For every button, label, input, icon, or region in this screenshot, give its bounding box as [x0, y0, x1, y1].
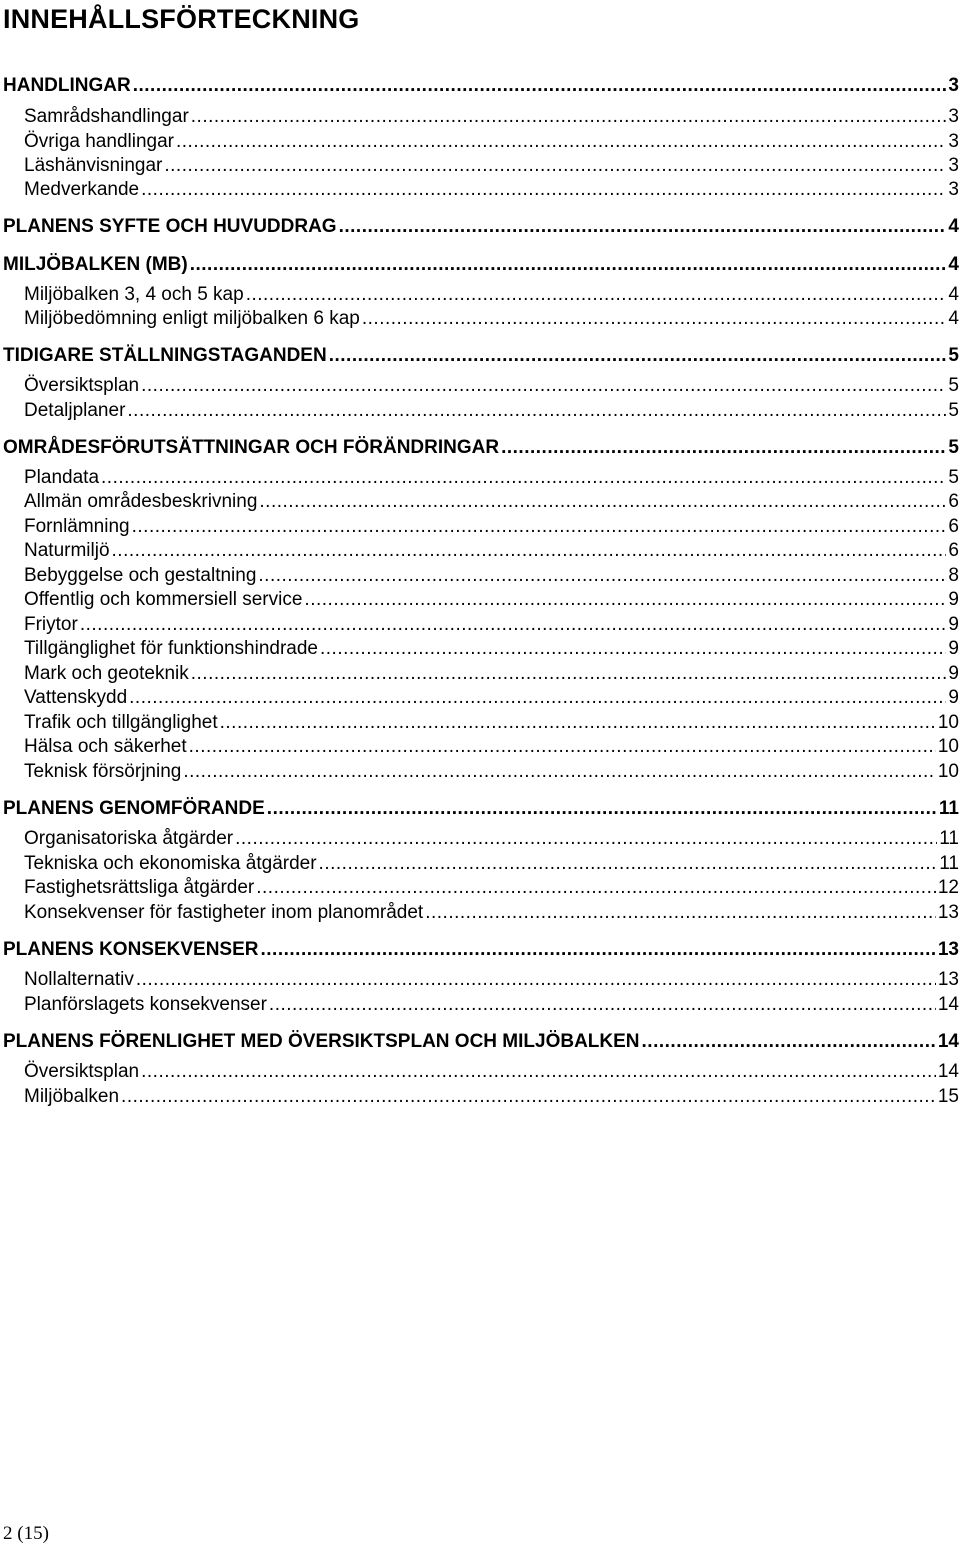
toc-entry-page-number: 3 — [948, 75, 959, 96]
toc-subsection-entry[interactable] — [24, 307, 959, 331]
toc-entry-page-number: 15 — [937, 1086, 959, 1107]
toc-entry-page-number: 9 — [948, 663, 959, 684]
toc-entry-page-number: 6 — [948, 516, 959, 537]
toc-dot-leader — [320, 637, 946, 661]
toc-dot-leader — [141, 1060, 936, 1084]
toc-entry-page-number: 13 — [937, 939, 959, 960]
toc-dot-leader — [362, 307, 947, 331]
toc-entry-label: Fornlämning — [24, 516, 130, 537]
toc-dot-leader — [259, 490, 946, 514]
toc-subsection-entry[interactable] — [24, 711, 959, 735]
toc-dot-leader — [501, 436, 946, 460]
toc-entry-label: MILJÖBALKEN (MB) — [3, 254, 188, 275]
toc-entry-label: Miljöbalken 3, 4 och 5 kap — [24, 284, 244, 305]
toc-entry-label: Miljöbedömning enligt miljöbalken 6 kap — [24, 308, 360, 329]
toc-dot-leader — [319, 852, 938, 876]
toc-entry-label: Övriga handlingar — [24, 131, 174, 152]
toc-entry-page-number: 9 — [948, 638, 959, 659]
toc-entry-page-number: 6 — [948, 491, 959, 512]
toc-subsection-entry[interactable] — [24, 827, 959, 851]
toc-entry-label: Miljöbalken — [24, 1086, 120, 1107]
toc-dot-leader — [190, 253, 947, 277]
toc-dot-leader — [261, 938, 936, 962]
toc-dot-leader — [220, 711, 936, 735]
toc-dot-leader — [267, 797, 937, 821]
toc-subsection-entry[interactable] — [24, 154, 959, 178]
toc-entry-page-number: 14 — [937, 1061, 959, 1082]
toc-entry-page-number: 3 — [948, 155, 959, 176]
toc-entry-label: Detaljplaner — [24, 400, 126, 421]
toc-section-entry[interactable] — [3, 1030, 959, 1054]
toc-subsection-entry[interactable] — [24, 1085, 959, 1109]
toc-subsection-entry[interactable] — [24, 876, 959, 900]
toc-entry-label: Friytor — [24, 614, 78, 635]
toc-entry-label: Samrådshandlingar — [24, 106, 189, 127]
toc-entry-label: Plandata — [24, 467, 100, 488]
toc-entry-label: Medverkande — [24, 179, 140, 200]
toc-entry-page-number: 11 — [939, 828, 959, 849]
toc-subsection-entry[interactable] — [24, 130, 959, 154]
toc-dot-leader — [136, 968, 936, 992]
toc-dot-leader — [425, 901, 936, 925]
toc-entry-label: Fastighetsrättsliga åtgärder — [24, 877, 255, 898]
toc-subsection-entry[interactable] — [24, 760, 959, 784]
toc-section-entry[interactable] — [3, 938, 959, 962]
toc-entry-page-number: 5 — [948, 375, 959, 396]
toc-entry-label: Hälsa och säkerhet — [24, 736, 187, 757]
toc-dot-leader — [80, 613, 947, 637]
toc-entry-label: Trafik och tillgänglighet — [24, 712, 218, 733]
toc-subsection-entry[interactable] — [24, 490, 959, 514]
toc-subsection-entry[interactable] — [24, 399, 959, 423]
toc-dot-leader — [191, 662, 947, 686]
toc-entry-page-number: 9 — [948, 589, 959, 610]
toc-dot-leader — [129, 686, 946, 710]
toc-entry-page-number: 4 — [948, 216, 959, 237]
toc-subsection-entry[interactable] — [24, 539, 959, 563]
toc-dot-leader — [121, 1085, 936, 1109]
toc-subsection-entry[interactable] — [24, 1060, 959, 1084]
toc-dot-leader — [141, 178, 946, 202]
toc-entry-page-number: 12 — [937, 877, 959, 898]
toc-subsection-entry[interactable] — [24, 901, 959, 925]
toc-dot-leader — [141, 374, 946, 398]
toc-entry-page-number: 13 — [937, 902, 959, 923]
toc-subsection-entry[interactable] — [24, 283, 959, 307]
toc-subsection-entry[interactable] — [24, 662, 959, 686]
toc-entry-label: Läshänvisningar — [24, 155, 163, 176]
toc-entry-page-number: 4 — [948, 254, 959, 275]
toc-entry-page-number: 10 — [937, 761, 959, 782]
toc-entry-label: Naturmiljö — [24, 540, 110, 561]
toc-dot-leader — [176, 130, 946, 154]
toc-entry-page-number: 13 — [937, 969, 959, 990]
toc-entry-label: OMRÅDESFÖRUTSÄTTNINGAR OCH FÖRÄNDRINGAR — [3, 437, 500, 458]
toc-entry-page-number: 11 — [938, 798, 959, 819]
toc-dot-leader — [339, 215, 947, 239]
toc-entry-label: Organisatoriska åtgärder — [24, 828, 234, 849]
toc-entry-label: Översiktsplan — [24, 375, 140, 396]
toc-entry-page-number: 5 — [948, 437, 959, 458]
toc-dot-leader — [256, 876, 936, 900]
page-number: 2 (15) — [3, 1523, 49, 1544]
toc-dot-leader — [189, 735, 936, 759]
toc-dot-leader — [269, 993, 936, 1017]
toc-dot-leader — [101, 466, 946, 490]
toc-entry-label: Konsekvenser för fastigheter inom planområdet — [24, 902, 424, 923]
toc-subsection-entry[interactable] — [24, 515, 959, 539]
toc-entry-page-number: 3 — [948, 131, 959, 152]
toc-entry-page-number: 9 — [948, 614, 959, 635]
toc-entry-page-number: 3 — [948, 106, 959, 127]
page-title: INNEHÅLLSFÖRTECKNING — [3, 4, 360, 34]
toc-dot-leader — [329, 344, 947, 368]
toc-subsection-entry[interactable] — [24, 686, 959, 710]
toc-entry-page-number: 5 — [948, 467, 959, 488]
toc-dot-leader — [235, 827, 937, 851]
toc-entry-label: Mark och geoteknik — [24, 663, 189, 684]
toc-entry-label: Allmän områdesbeskrivning — [24, 491, 258, 512]
toc-dot-leader — [246, 283, 947, 307]
toc-dot-leader — [642, 1030, 936, 1054]
toc-entry-page-number: 14 — [937, 994, 959, 1015]
toc-dot-leader — [132, 515, 947, 539]
toc-entry-label: Bebyggelse och gestaltning — [24, 565, 257, 586]
toc-section-entry[interactable] — [3, 344, 959, 368]
toc-subsection-entry[interactable] — [24, 564, 959, 588]
toc-subsection-entry[interactable] — [24, 993, 959, 1017]
toc-dot-leader — [127, 399, 946, 423]
toc-entry-label: Tekniska och ekonomiska åtgärder — [24, 853, 317, 874]
toc-subsection-entry[interactable] — [24, 968, 959, 992]
toc-entry-page-number: 9 — [948, 687, 959, 708]
toc-dot-leader — [304, 588, 946, 612]
toc-dot-leader — [133, 74, 947, 98]
toc-subsection-entry[interactable] — [24, 105, 959, 129]
toc-entry-label: PLANENS GENOMFÖRANDE — [3, 798, 265, 819]
toc-subsection-entry[interactable] — [24, 374, 959, 398]
toc-entry-label: Nollalternativ — [24, 969, 134, 990]
toc-section-entry[interactable] — [3, 74, 959, 98]
toc-entry-label: Planförslagets konsekvenser — [24, 994, 267, 1015]
toc-entry-page-number: 5 — [948, 400, 959, 421]
toc-dot-leader — [258, 564, 946, 588]
toc-entry-page-number: 6 — [948, 540, 959, 561]
toc-dot-leader — [183, 760, 936, 784]
toc-subsection-entry[interactable] — [24, 178, 959, 202]
toc-dot-leader — [112, 539, 947, 563]
toc-entry-label: Offentlig och kommersiell service — [24, 589, 303, 610]
toc-entry-page-number: 4 — [948, 284, 959, 305]
toc-subsection-entry[interactable] — [24, 852, 959, 876]
toc-entry-label: Vattenskydd — [24, 687, 128, 708]
toc-entry-page-number: 3 — [948, 179, 959, 200]
toc-entry-page-number: 10 — [937, 712, 959, 733]
toc-section-entry[interactable] — [3, 253, 959, 277]
toc-entry-label: HANDLINGAR — [3, 75, 131, 96]
toc-subsection-entry[interactable] — [24, 588, 959, 612]
toc-entry-label: Teknisk försörjning — [24, 761, 182, 782]
toc-entry-label: TIDIGARE STÄLLNINGSTAGANDEN — [3, 345, 327, 366]
toc-entry-label: Översiktsplan — [24, 1061, 140, 1082]
toc-dot-leader — [191, 105, 947, 129]
toc-subsection-entry[interactable] — [24, 613, 959, 637]
toc-subsection-entry[interactable] — [24, 466, 959, 490]
toc-subsection-entry[interactable] — [24, 735, 959, 759]
toc-entry-label: Tillgänglighet för funktionshindrade — [24, 638, 318, 659]
toc-entry-page-number: 14 — [937, 1031, 959, 1052]
toc-entry-page-number: 4 — [948, 308, 959, 329]
toc-subsection-entry[interactable] — [24, 637, 959, 661]
toc-entry-label: PLANENS KONSEKVENSER — [3, 939, 259, 960]
toc-section-entry[interactable] — [3, 436, 959, 460]
toc-dot-leader — [164, 154, 946, 178]
toc-entry-page-number: 8 — [948, 565, 959, 586]
toc-entry-label: PLANENS FÖRENLIGHET MED ÖVERSIKTSPLAN OCH MILJÖBALKEN — [3, 1031, 640, 1052]
toc-entry-label: PLANENS SYFTE OCH HUVUDDRAG — [3, 216, 337, 237]
toc-entry-page-number: 5 — [948, 345, 959, 366]
toc-entry-page-number: 11 — [939, 853, 959, 874]
toc-section-entry[interactable] — [3, 797, 959, 821]
toc-section-entry[interactable] — [3, 215, 959, 239]
toc-entry-page-number: 10 — [937, 736, 959, 757]
